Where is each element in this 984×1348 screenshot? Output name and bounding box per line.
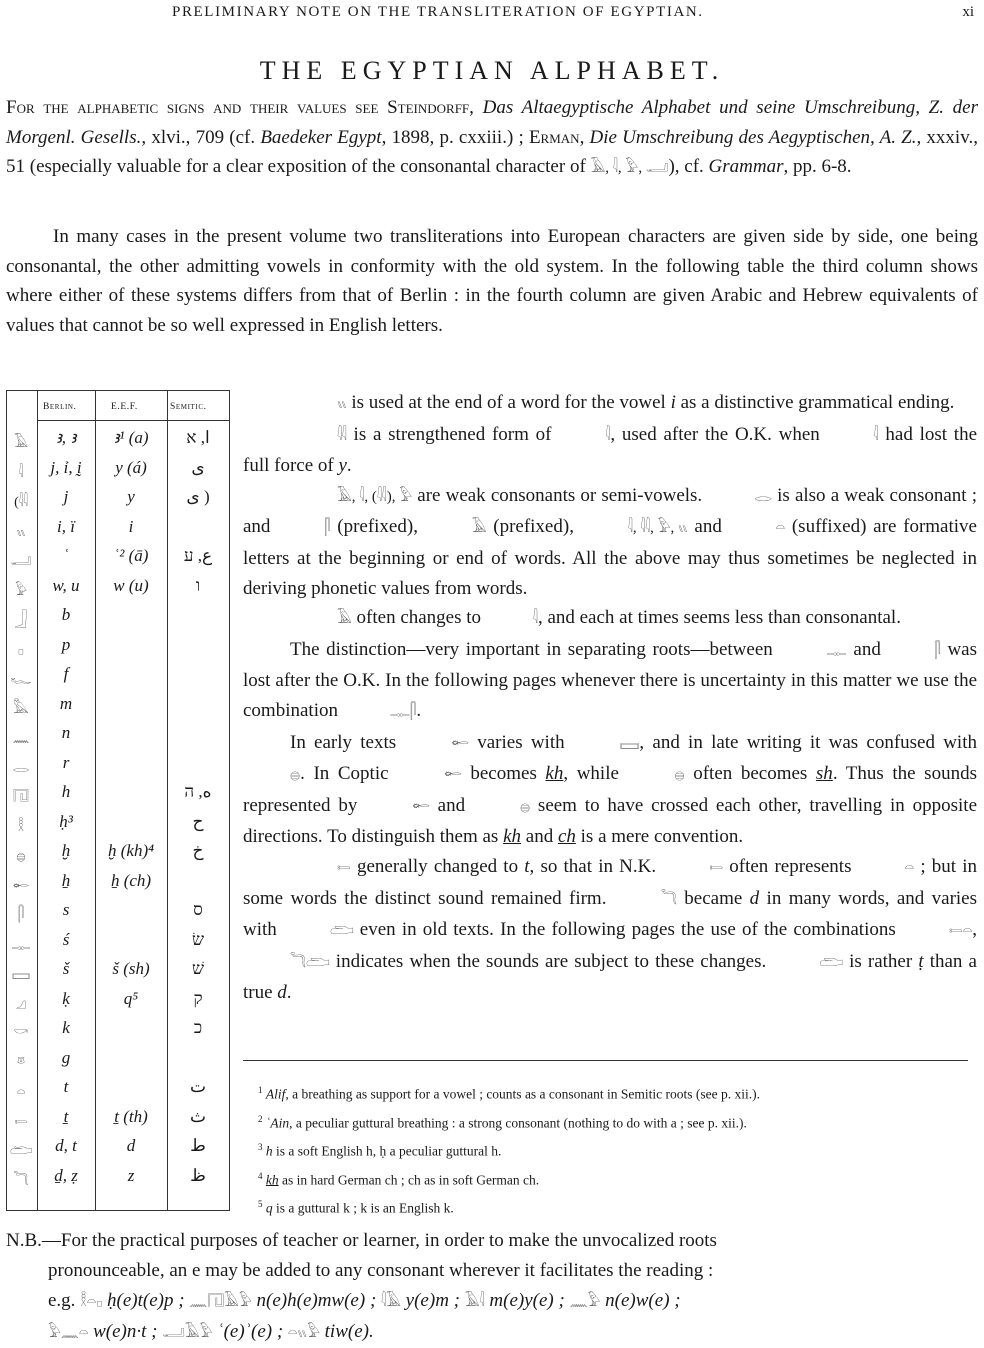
table-row <box>6 1105 230 1134</box>
semitic-cell: ط <box>190 1136 206 1155</box>
eef-cell: ẖ (ch) <box>110 870 152 890</box>
sign-cell: 𓊪 <box>18 642 24 658</box>
berlin-cell: k <box>62 1018 70 1037</box>
table-row <box>6 898 230 927</box>
berlin-cell: ḫ <box>61 841 71 860</box>
sign-cell: 𓄿 <box>14 436 28 451</box>
note-paragraph: 𓄿 often changes to 𓇋, and each at times seems less than consonantal. <box>337 607 901 629</box>
berlin-cell: ṯ <box>63 1106 69 1126</box>
footnote: $^4$ kh as in hard German ch ; ch as in soft German ch. <box>258 1170 540 1187</box>
sign-cell: 𓈙 <box>11 967 31 982</box>
eef-cell: w (u) <box>113 575 149 595</box>
table-row <box>6 721 230 750</box>
eef-cell: ꜣ¹ (a) <box>113 428 149 447</box>
table-row <box>6 692 230 721</box>
note-paragraph: In early texts 𓄡 varies with 𓈙, and in late writing it was confused with 𓐍. In Coptic 𓄡 becomes kh, while 𓐍 often becomes sh. Thus the sounds represented by 𓄡 and 𓐍 seem to have crossed each other, travelling in opposite directions. To distinguish them as kh and ch is a mere convention. <box>243 731 978 848</box>
semitic-cell: שׂ <box>191 929 205 949</box>
table-row <box>6 987 230 1016</box>
table-row <box>6 1164 230 1193</box>
sign-cell: 𓅓 <box>13 701 29 717</box>
sign-cell: 𓅱 <box>14 583 28 599</box>
eef-cell: z <box>127 1165 135 1185</box>
semitic-cell: ס <box>193 900 203 919</box>
author-erman: Erman <box>528 126 580 148</box>
table-row <box>6 1134 230 1163</box>
sign-cell: 𓃀 <box>14 613 28 628</box>
eef-cell: ḫ (kh)⁴ <box>107 841 155 860</box>
sign-cell: 𓏏 <box>16 1085 26 1100</box>
berlin-cell: ḥ³ <box>59 811 73 831</box>
page-number: xi <box>962 4 974 20</box>
sign-cell: 𓉔 <box>13 790 29 805</box>
berlin-cell: r <box>62 752 70 772</box>
sign-cell: 𓍿 <box>14 1114 28 1130</box>
berlin-cell: j <box>63 487 69 506</box>
berlin-cell: ꜣ, ꜣ <box>55 428 77 447</box>
eef-cell: d <box>126 1136 136 1155</box>
berlin-cell: f <box>63 664 69 683</box>
sign-cell: 𓂋 <box>12 760 30 776</box>
table-row <box>6 810 230 839</box>
table-row <box>6 633 230 662</box>
sign-cell: 𓈎 <box>15 996 27 1012</box>
eef-cell: y (á) <box>115 457 147 477</box>
berlin-cell: ʿ <box>63 546 69 565</box>
berlin-cell: ś <box>62 929 70 949</box>
semitic-cell: ו <box>195 575 201 595</box>
eef-cell: q⁵ <box>123 988 139 1008</box>
table-row <box>6 603 230 632</box>
berlin-cell: g <box>61 1047 71 1067</box>
semitic-cell: ا, א <box>186 428 210 447</box>
intro-paragraph-2: In many cases in the present volume two transliterations into European characters are given side by side, one being consonantal, the other admitting vowels in conformity with the old system. In the following table the third column shows where either of these systems differs from that of Berlin : in the fourth column are given Arabic and Hebrew equivalents of values that cannot be so well expressed in English letters. <box>6 226 978 336</box>
notes-column <box>243 388 977 1008</box>
sign-cell: 𓎼 <box>16 1055 26 1071</box>
sign-cell: 𓏭 <box>16 524 26 540</box>
footnote: $^5$ q is a guttural k ; k is an English k. <box>258 1199 454 1216</box>
semitic-cell: ه, ה <box>184 782 212 801</box>
footnote: $^2$ ʿAin, a peculiar guttural breathing : a strong consonant (nothing to do with a ; see p. xii.). <box>258 1113 747 1130</box>
page-title: THE EGYPTIAN ALPHABET. <box>259 56 725 85</box>
sign-cell: 𓋴 <box>18 908 24 923</box>
examples-line-1: e.g. 𓎛𓏏𓊪 ḥ(e)t(e)p ; 𓈖𓉔𓄿𓅱 n(e)h(e)mw(e) ; 𓇋𓄿 y(e)m ; 𓄿𓇋 m(e)y(e) ; 𓈖𓅱 n(e)w(e) ; <box>48 1290 681 1311</box>
sign-cell: 𓎛 <box>17 819 25 835</box>
semitic-cell: שׁ <box>191 959 205 978</box>
sign-cell: 𓈖 <box>12 731 30 746</box>
intro-paragraph-1: For the alphabetic signs and their values see Steindorff, Das Altaegyptische Alphabet und seine Umschreibung, Z. der Morgenl. Gesells., xlvi., 709 (cf. Baedeker Egypt, 1898, p. cxxiii.) ; Erman, Die Umschreibung des Aegyptischen, A. Z., xxxiv., 51 (especially valuable for a clear exposition of the consonantal character of 𓄿, 𓇋, 𓅱, 𓂝), cf. Grammar, pp. 6-8. <box>6 93 978 184</box>
semitic-cell: ع, ע <box>183 546 213 565</box>
table-row <box>6 485 230 514</box>
sign-cell: 𓆓 <box>13 1173 29 1189</box>
berlin-cell: p <box>61 634 71 654</box>
berlin-cell: ḏ, ẓ <box>54 1165 78 1185</box>
berlin-cell: b <box>61 605 71 624</box>
sign-cell: 𓎡 <box>13 1026 29 1041</box>
alphabet-table <box>6 390 230 1211</box>
table-row <box>6 1046 230 1075</box>
berlin-cell: h <box>61 782 71 801</box>
table-row <box>6 1016 230 1045</box>
table-row <box>6 928 230 957</box>
sign-cell: 𓇋 <box>18 465 24 481</box>
table-row <box>6 456 230 485</box>
note-paragraph: 𓍿 generally changed to t, so that in N.K. 𓍿 often represents 𓏏 ; but in some words the distinct sound remained firm. 𓆓 became d in many words, and varies with 𓂧 even in old texts. In the following pages the use of the combinations 𓍿𓏏, 𓆓𓂧 indicates when the sounds are subject to these changes. 𓂧 is rather ṭ than a true d. <box>243 855 978 1004</box>
semitic-cell: ث <box>189 1106 206 1126</box>
table-row <box>6 515 230 544</box>
running-head <box>0 4 984 26</box>
examples-line-2: 𓅱𓈖𓏏 w(e)n·t ; 𓂝𓄿𓅱 ʿ(e)ʾ(e) ; 𓏏𓏭𓅱 tiw(e). <box>48 1321 374 1342</box>
berlin-cell: š <box>62 959 70 978</box>
note-paragraph: The distinction—very important in separating roots—between 𓊃 and 𓋴 was lost after the O.K. In the following pages whenever there is uncertainty in this matter we use the combination 𓊃𓋴. <box>243 638 977 721</box>
eef-cell: ʿ² (ā) <box>113 546 149 565</box>
eef-cell: y <box>127 487 135 506</box>
berlin-cell: t <box>63 1077 69 1096</box>
table-row <box>6 662 230 691</box>
hieroglyph-glyphs: 𓄿, 𓇋, 𓅱, 𓂝 <box>590 160 669 176</box>
author-steindorff: Steindorff <box>387 97 470 118</box>
table-row <box>6 957 230 986</box>
table-row <box>6 869 230 898</box>
sign-cell: 𓊃 <box>11 937 31 953</box>
footnote: $^3$ h is a soft English h, ḥ a peculiar guttural h. <box>258 1142 502 1159</box>
table-row <box>6 839 230 868</box>
berlin-cell: ẖ <box>61 870 71 890</box>
header-eef: E.E.F. <box>111 402 138 412</box>
berlin-cell: j, ỉ, ḭ <box>50 457 82 477</box>
footnote-rule <box>243 1060 968 1061</box>
semitic-cell: ح <box>192 811 204 831</box>
semitic-cell: ی <box>191 457 205 477</box>
sign-cell: 𓐍 <box>16 849 26 864</box>
footnotes <box>258 1078 978 1221</box>
berlin-cell: n <box>61 723 71 742</box>
table-row <box>6 751 230 780</box>
eef-cell: š (sh) <box>112 959 150 978</box>
running-title: PRELIMINARY NOTE ON THE TRANSLITERATION OF EGYPTIAN. <box>172 4 704 20</box>
berlin-cell: ḳ <box>62 988 70 1008</box>
table-row <box>6 544 230 573</box>
semitic-cell: כ <box>193 1018 203 1037</box>
semitic-cell: ק <box>193 988 203 1008</box>
semitic-cell: خ <box>192 841 204 860</box>
table-row <box>6 780 230 809</box>
berlin-cell: w, u <box>52 575 80 595</box>
semitic-cell: ت <box>189 1077 206 1096</box>
berlin-cell: i, ï <box>57 516 75 536</box>
berlin-cell: s <box>62 900 70 919</box>
footnote: $^1$ Alif, a breathing as support for a vowel ; counts as a consonant in Semitic roots (see p. xii.). <box>258 1085 761 1102</box>
berlin-cell: m <box>59 693 73 713</box>
table-row <box>6 1075 230 1104</box>
note-paragraph: 𓄿, 𓇋, (𓇌), 𓅱 are weak consonants or semi-vowels. 𓂋 is also a weak consonant ; and 𓋴 (prefixed), 𓄿 (prefixed), 𓇋, 𓇌, 𓅱, 𓏭 and 𓏏 (suffixed) are formative letters at the beginning or end of words. All the above may thus sometimes be neglected in deriving phonetic values from words. <box>243 484 977 599</box>
sign-cell: (𓇌 <box>14 495 28 510</box>
eef-cell: ṯ (th) <box>114 1106 148 1126</box>
table-row <box>6 426 230 455</box>
sign-cell: 𓆑 <box>10 672 32 687</box>
header-berlin: Berlin. <box>43 402 77 412</box>
note-paragraph: 𓇌 is a strengthened form of 𓇋, used after the O.K. when 𓇋 had lost the full force of y. <box>243 423 977 477</box>
semitic-cell: ظ <box>190 1165 206 1185</box>
eef-cell: i <box>128 516 134 536</box>
sign-cell: 𓄡 <box>12 878 30 894</box>
table-row <box>6 574 230 603</box>
sign-cell: 𓂧 <box>9 1144 33 1159</box>
note-paragraph: 𓏭 is used at the end of a word for the vowel i as a distinctive grammatical ending. <box>337 392 955 413</box>
table-header-rule <box>38 420 229 421</box>
sign-cell: 𓂝 <box>10 554 32 569</box>
semitic-cell: ی ) <box>186 487 210 506</box>
berlin-cell: d, t <box>55 1136 77 1155</box>
header-semitic: Semitic. <box>170 402 207 412</box>
nota-bene: N.B.—For the practical purposes of teacher or learner, in order to make the unvocalized roots pronounceable, an e may be added to any consonant wherever it facilitates the reading : e.g. 𓎛𓏏𓊪 ḥ(e)t(e)p ; 𓈖𓉔𓄿𓅱 n(e)h(e)mw(e) ; 𓇋𓄿 y(e)m ; 𓄿𓇋 m(e)y(e) ; 𓈖𓅱 n(e)w(e) ; 𓅱𓈖𓏏 w(e)n·t ; 𓂝𓄿𓅱 ʿ(e)ʾ(e) ; 𓏏𓏭𓅱 tiw(e). <box>6 1226 978 1348</box>
